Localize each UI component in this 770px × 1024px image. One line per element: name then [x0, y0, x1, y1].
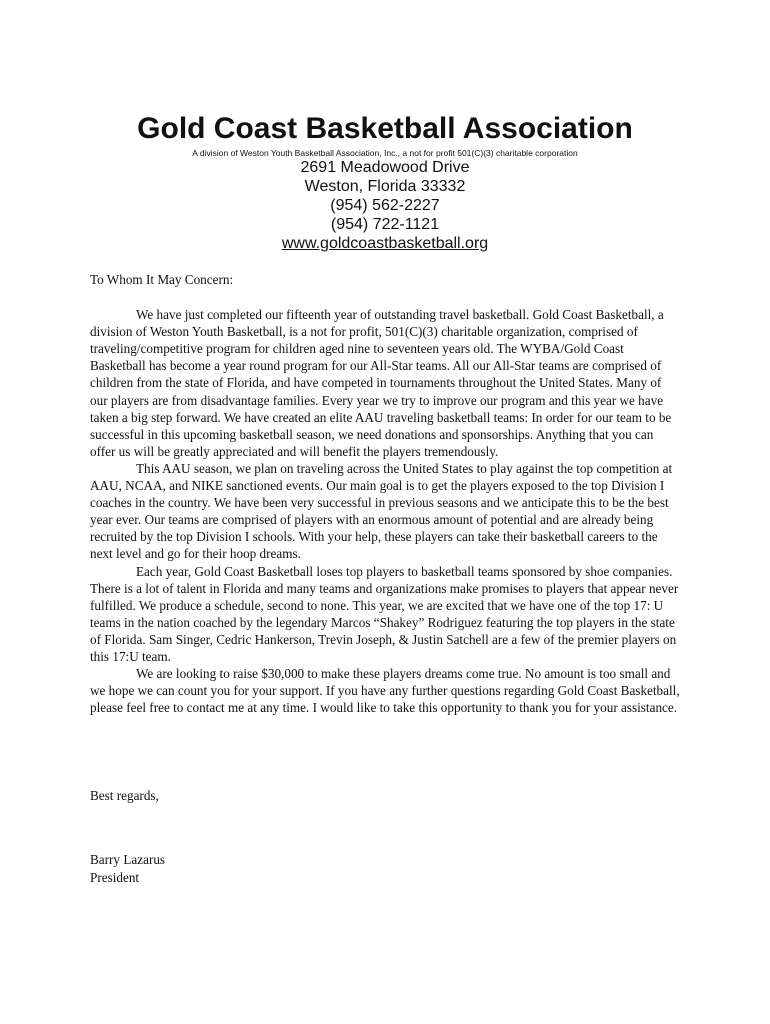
paragraph-4: We are looking to raise $30,000 to make these players dreams come true. No amount is too small and we hope we can count you for your support. If you have any further questions regarding Gold Coast Basketball, please feel free to contact me at any time. I would like to take this opportunity to thank you for your assistance. [90, 666, 680, 716]
street-address: 2691 Meadowood Drive [300, 159, 470, 176]
city-state-zip: Weston, Florida 33332 [304, 178, 466, 195]
paragraph-3: Each year, Gold Coast Basketball loses top players to basketball teams sponsored by shoe companies. There is a lot of talent in Florida and many teams and organizations make promises to players that appear never fulfilled. We produce a schedule, second to none. This year, we are excited that we have one of the top 17: U teams in the nation coached by the legendary Marcos “Shakey” Rodriguez featuring the top players in the state of Florida. Sam Singer, Cedric Hankerson, Trevin Joseph, & Justin Satchell are a few of the premier players on this 17:U team. [90, 563, 679, 664]
closing: Best regards, [90, 788, 159, 803]
letter-body [90, 271, 680, 716]
letterhead [0, 110, 770, 253]
signer-title: President [90, 870, 140, 885]
signer-name: Barry Lazarus [90, 852, 166, 867]
paragraph-2: This AAU season, we plan on traveling across the United States to play against the top competition at AAU, NCAA, and NIKE sanctioned events. Our main goal is to get the players exposed to the top Division I coaches in the country. We have been very successful in previous seasons and we anticipate this to be the best year ever. Our teams are comprised of players with an enormous amount of potential and are already being recruited by the top Division I schools. With your help, these players can take their basketball careers to the next level and go for their hoop dreams. [90, 460, 673, 562]
signature-block [90, 851, 165, 887]
paragraph-1: We have just completed our fifteenth year of outstanding travel basketball. Gold Coast Basketball, a division of Weston Youth Basketball, is a not for profit, 501(C)(3) charitable organization, comprised of traveling/competitive program for children aged nine to seventeen years old. The WYBA/Gold Coast Basketball has become a year round program for our All-Star teams. All our All-Star teams are comprised of children from the state of Florida, and have competed in tournaments throughout the United States. Many of our players are from disadvantage families. Every year we try to improve our program and this year we have taken a big step forward. We have created an elite AAU traveling basketball teams: In order for our team to be successful in this upcoming basketball season, we need donations and sponsorships. Anything that you can offer us will be greatly appreciated and will benefit the players tremendously. [90, 307, 672, 459]
division-note: A division of Weston Youth Basketball Association, Inc., a not for profit 501(C)(3) charitable corporation [192, 148, 578, 158]
phone-number-2: (954) 722-1121 [330, 216, 440, 233]
organization-title: Gold Coast Basketball Association [137, 112, 633, 145]
phone-number-1: (954) 562-2227 [330, 197, 440, 214]
website-link[interactable]: www.goldcoastbasketball.org [281, 235, 489, 252]
salutation: To Whom It May Concern: [90, 272, 234, 287]
